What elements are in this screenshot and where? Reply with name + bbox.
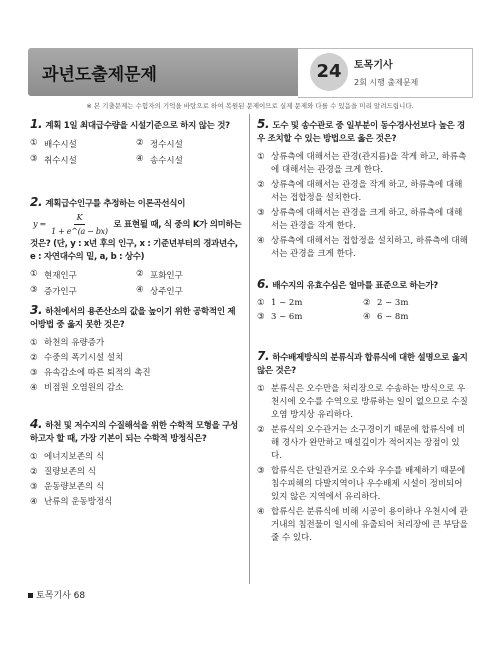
column-divider — [249, 114, 250, 584]
option-4[interactable]: ④ 상류측에 대해서는 접합정을 설치하고, 하류측에 대해서는 관경을 크게 한다. — [257, 236, 468, 259]
disclaimer-note: ※ 본 기출문제는 수험자의 기억을 바탕으로 하여 복원된 문제이므로 실제 문제와 다를 수 있음을 미리 알려드립니다. — [86, 102, 414, 110]
question-number: 2. — [30, 195, 43, 209]
question-text: 하수배제방식의 분류식과 합류식에 대한 설명으로 옳지 않은 것은? — [257, 353, 468, 376]
question-7 — [257, 350, 469, 547]
option-2[interactable]: ② 상류측에 대해서는 관경을 작게 하고, 하류측에 대해서는 접합정을 설치한다. — [257, 180, 463, 203]
question-text: 배수지의 유효수심은 얼마를 표준으로 하는가? — [272, 281, 438, 291]
exam-subject: 토목기사 — [354, 60, 393, 71]
option-1[interactable]: ① 현재인구 — [30, 269, 77, 281]
question-4 — [30, 418, 242, 511]
question-text: 하천 및 저수지의 수질해석을 위한 수학적 모형을 구성하고자 할 때, 가장 기본이 되는 수학적 방정식은? — [30, 421, 238, 444]
question-number: 4. — [30, 417, 43, 431]
option-3[interactable]: ③ 합류식은 단일관거로 오수와 우수를 배제하기 때문에 침수피해의 다발지역이나 우수배제 시설이 정비되어 있지 않은 지역에서 유리하다. — [257, 466, 466, 502]
option-3[interactable]: ③ 상류측에 대해서는 관경을 크게 하고, 하류측에 대해서는 관경을 작게 한다. — [257, 208, 463, 231]
question-1 — [30, 118, 242, 166]
option-4[interactable]: ④ 비점원 오염원의 감소 — [30, 383, 124, 393]
population-formula: y = $\frac{K}{1 + e\^{}(a - bx)}$ — [33, 213, 108, 236]
exam-session: 2회 시행 출제문제 — [354, 78, 419, 87]
exam-badge — [298, 48, 473, 98]
page-footer — [28, 588, 85, 601]
exam-number: 24 — [310, 53, 348, 91]
question-5 — [257, 118, 469, 263]
option-2[interactable]: ② 2 ~ 3m — [363, 298, 409, 308]
question-number: 1. — [30, 117, 43, 131]
option-1[interactable]: ① 에너지보존의 식 — [30, 452, 105, 462]
square-bullet-icon — [28, 593, 33, 598]
option-3[interactable]: ③ 운동량보존의 식 — [30, 482, 105, 492]
option-4[interactable]: ④ 상주인구 — [136, 285, 183, 297]
option-1[interactable]: ① 1 ~ 2m — [257, 298, 303, 308]
option-4[interactable]: ④ 합류식은 분류식에 비해 시공이 용이하나 우천시에 관거내의 침전물이 일시에 유출되어 처리장에 큰 부담을 줄 수 있다. — [257, 507, 468, 543]
option-3[interactable]: ③ 유속감소에 따른 퇴적의 촉진 — [30, 368, 151, 378]
question-text: 계획급수인구를 추정하는 이론곡선식이 — [45, 199, 186, 209]
section-title-bar — [28, 48, 298, 96]
question-text: 계획 1일 최대급수량을 시설기준으로 하지 않는 것? — [45, 121, 230, 131]
option-2[interactable]: ② 질량보존의 식 — [30, 467, 96, 477]
option-4[interactable]: ④ 6 ~ 8m — [363, 312, 409, 322]
question-number: 7. — [257, 349, 270, 363]
option-2[interactable]: ② 분류식의 오수관거는 소구경이기 때문에 합류식에 비해 경사가 완만하고 매설깊이가 적어지는 장점이 있다. — [257, 425, 466, 461]
option-3[interactable]: ③ 취수시설 — [30, 154, 77, 166]
option-3[interactable]: ③ 증가인구 — [30, 285, 77, 297]
option-2[interactable]: ② 수중의 폭기시설 설치 — [30, 353, 124, 363]
option-1[interactable]: ① 상류측에 대해서는 관경(관지름)을 작게 하고, 하류측에 대해서는 관경을 크게 한다. — [257, 152, 467, 175]
question-2 — [30, 196, 242, 297]
question-number: 5. — [257, 117, 270, 131]
option-4[interactable]: ④ 송수시설 — [136, 154, 183, 166]
option-1[interactable]: ① 하천의 유량증가 — [30, 338, 105, 348]
page-number: 68 — [73, 591, 86, 601]
option-2[interactable]: ② 정수시설 — [136, 138, 183, 150]
option-1[interactable]: ① 분류식은 오수만을 처리장으로 수송하는 방식으로 우천시에 오수를 수역으로 방류하는 일이 없으므로 수질오염 방지상 유리하다. — [257, 384, 468, 420]
option-3[interactable]: ③ 3 ~ 6m — [257, 312, 303, 322]
question-text: 도수 및 송수관로 중 일부분이 동수경사선보다 높은 경우 조치할 수 있는 방법으로 옳은 것은? — [257, 121, 465, 144]
question-3 — [30, 304, 242, 397]
option-2[interactable]: ② 포화인구 — [136, 269, 183, 281]
question-text-cont: 로 표현될 때, 식 중의 K가 의미하는 것은? (단, y : x년 후의 인구, x : 기준년부터의 경과년수, e : 자연대수의 밑, a, b : 상수) — [30, 220, 242, 262]
option-1[interactable]: ① 배수시설 — [30, 138, 77, 150]
question-number: 6. — [257, 277, 270, 291]
section-title: 과년도출제문제 — [42, 65, 157, 85]
question-6 — [257, 278, 469, 322]
page-header — [28, 48, 472, 96]
option-4[interactable]: ④ 난류의 운동방정식 — [30, 497, 113, 507]
question-number: 3. — [30, 303, 43, 317]
question-text: 하천에서의 용존산소의 값을 높이기 위한 공학적인 제어방법 중 옳지 못한 것은? — [30, 307, 236, 330]
footer-subject: 토목기사 — [36, 591, 71, 601]
